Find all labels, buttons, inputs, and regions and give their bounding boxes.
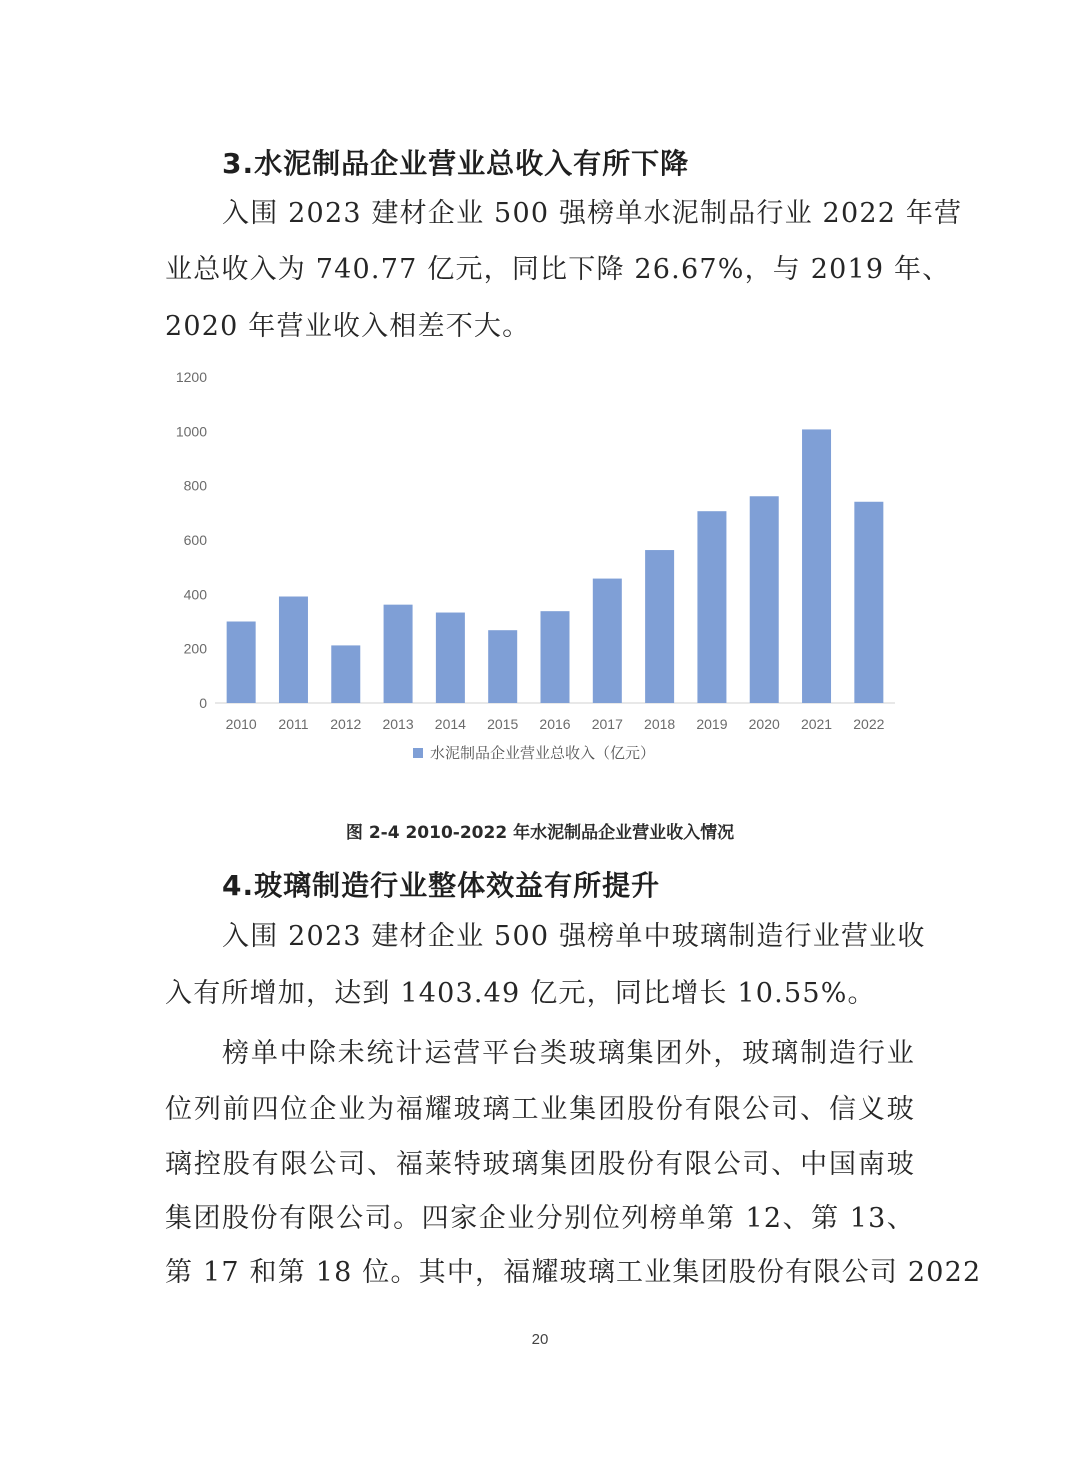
x-tick-label: 2016 xyxy=(539,716,571,732)
x-tick-label: 2014 xyxy=(434,716,466,732)
x-tick-label: 2022 xyxy=(853,716,885,732)
x-tick-label: 2018 xyxy=(644,716,676,732)
legend-label: 水泥制品企业营业总收入（亿元） xyxy=(430,744,656,762)
bar-2015 xyxy=(488,630,517,703)
paragraph-line: 业总收入为 740.77 亿元，同比下降 26.67%，与 2019 年、 xyxy=(165,254,951,285)
paragraph-line: 集团股份有限公司。四家企业分别位列榜单第 12、第 13、 xyxy=(165,1203,915,1234)
x-tick-label: 2021 xyxy=(800,716,833,732)
paragraph-line: 入围 2023 建材企业 500 强榜单中玻璃制造行业营业收 xyxy=(222,921,926,952)
x-tick-label: 2017 xyxy=(591,716,623,732)
y-tick-label: 200 xyxy=(183,640,207,657)
paragraph-line: 入围 2023 建材企业 500 强榜单水泥制品行业 2022 年营 xyxy=(222,198,963,229)
bar-2010 xyxy=(227,622,256,704)
x-tick-label: 2012 xyxy=(330,716,362,732)
bar-2012 xyxy=(331,645,360,703)
y-tick-label: 400 xyxy=(183,586,207,603)
paragraph-line: 2020 年营业收入相差不大。 xyxy=(165,311,531,342)
bar-2013 xyxy=(384,605,413,703)
paragraph-line: 璃控股有限公司、福莱特玻璃集团股份有限公司、中国南玻 xyxy=(165,1149,915,1180)
bar-2020 xyxy=(750,496,779,703)
x-tick-label: 2020 xyxy=(748,716,780,732)
x-tick-label: 2010 xyxy=(225,716,257,732)
paragraph-line: 入有所增加，达到 1403.49 亿元，同比增长 10.55%。 xyxy=(165,978,876,1009)
bar-2016 xyxy=(541,611,570,703)
section-3-heading: 3.水泥制品企业营业总收入有所下降 xyxy=(222,147,690,180)
bar-2019 xyxy=(697,511,726,703)
x-tick-label: 2013 xyxy=(382,716,414,732)
y-tick-label: 800 xyxy=(183,477,207,494)
bar-2018 xyxy=(645,550,674,703)
x-tick-label: 2015 xyxy=(487,716,519,732)
bar-2011 xyxy=(279,597,308,703)
y-tick-label: 1200 xyxy=(175,369,207,385)
paragraph-line: 榜单中除未统计运营平台类玻璃集团外，玻璃制造行业 xyxy=(222,1038,915,1069)
chart-canvas xyxy=(150,362,910,782)
legend-swatch xyxy=(413,748,423,758)
y-tick-label: 600 xyxy=(183,532,207,548)
bar-2021 xyxy=(802,429,831,703)
figure-caption: 图 2-4 2010-2022 年水泥制品企业营业收入情况 xyxy=(345,823,735,843)
bar-2014 xyxy=(436,613,465,703)
revenue-bar-chart xyxy=(150,362,910,782)
y-tick-label: 0 xyxy=(199,695,207,711)
x-tick-label: 2011 xyxy=(278,716,309,732)
paragraph-line: 第 17 和第 18 位。其中，福耀玻璃工业集团股份有限公司 2022 xyxy=(165,1257,982,1288)
x-tick-label: 2019 xyxy=(696,716,728,732)
section-4-heading: 4.玻璃制造行业整体效益有所提升 xyxy=(222,869,661,902)
y-tick-label: 1000 xyxy=(175,423,207,440)
bar-2022 xyxy=(854,502,883,703)
page-number: 20 xyxy=(531,1331,549,1348)
paragraph-line: 位列前四位企业为福耀玻璃工业集团股份有限公司、信义玻 xyxy=(165,1094,915,1125)
bar-2017 xyxy=(593,579,622,703)
